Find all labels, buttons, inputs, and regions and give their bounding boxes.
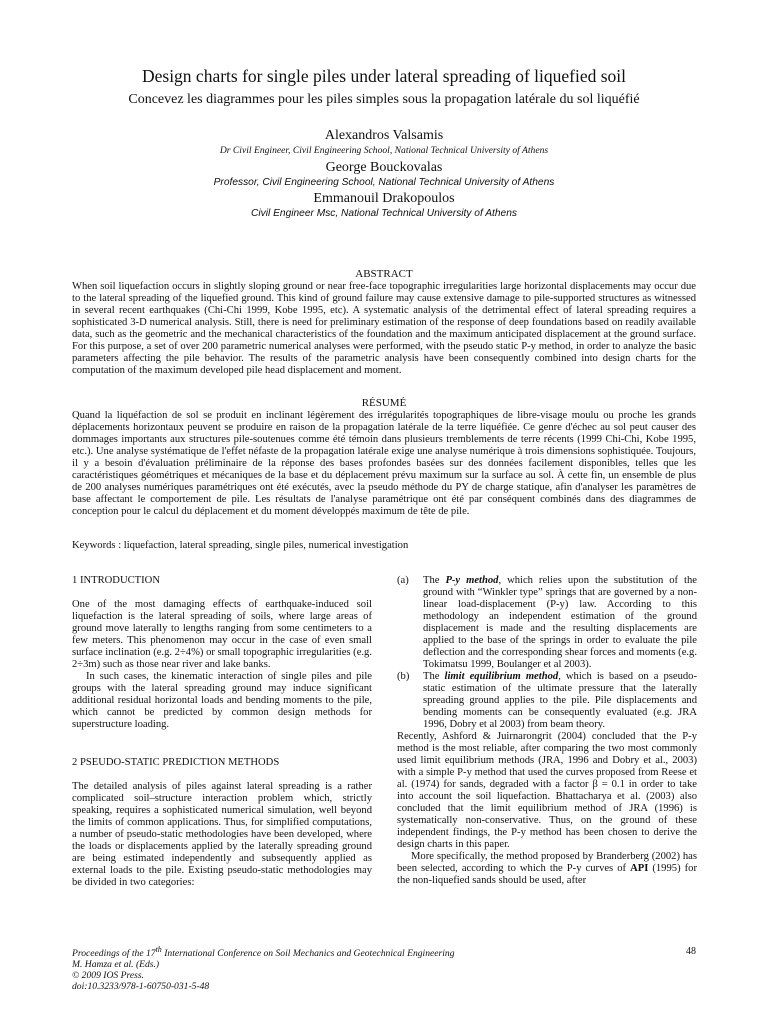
- page-number: 48: [686, 946, 696, 957]
- list-marker: (a): [397, 575, 409, 586]
- doi-text: doi:10.3233/978-1-60750-031-5-48: [72, 981, 210, 993]
- author-affiliation: Civil Engineer Msc, National Technical University of Athens: [251, 208, 517, 219]
- list-item-text: The limit equilibrium method, which is based on a pseudo-static estimation of the ultimate pressure that the laterally spreading ground applies to the pile. Pile displacements and bending moments can be consequently evaluated (e.g. JRA 1996, Dobry et al 2003) from beam theory.: [423, 671, 697, 730]
- methods-heading: 2 PSEUDO-STATIC PREDICTION METHODS: [72, 757, 280, 768]
- footer-line: © 2009 IOS Press.: [72, 970, 144, 982]
- list-item-text: The P-y method, which relies upon the substitution of the ground with “Winkler type” springs that are governed by a non-linear load-displacement (P-y) law. According to this methodology an independent estimation of the ground displacement is made and the resulting displacements are applied to the base of the springs in order to evaluate the pile deflection and the corresponding shear forces and moments (e.g. Tokimatsu 1999, Boulanger et al 2003).: [423, 575, 697, 670]
- footer-line: Proceedings of the 17th International Conference on Soil Mechanics and Geotechnical Engineering: [72, 945, 455, 960]
- author-affiliation: Professor, Civil Engineering School, National Technical University of Athens: [213, 177, 555, 188]
- abstract-heading: ABSTRACT: [355, 268, 413, 280]
- footer-line: M. Hamza et al. (Eds.): [72, 959, 160, 971]
- list-item-a: [397, 575, 697, 671]
- paragraph: In such cases, the kinematic interaction of single piles and pile groups with the lateral spreading ground may induce significant additional residual horizontal loads and bending moments to the pile, which cannot be predicted by common design methods for superstructure loading.: [72, 671, 372, 730]
- emphasis-term: API: [630, 863, 649, 874]
- keywords: Keywords : liquefaction, lateral spreading, single piles, numerical investigation: [72, 540, 409, 551]
- paragraph: One of the most damaging effects of earthquake-induced soil liquefaction is the lateral spreading of soils, where large areas of ground move laterally to lengths ranging from some centimeters to a few meters. This phenomenon may occur in the case of even small surface inclination (e.g. 2÷4%) or small topographic irregularities (e.g. 2÷3m) such as those near river and lake banks.: [72, 599, 372, 670]
- author-name: Emmanouil Drakopoulos: [313, 191, 455, 206]
- paragraph: More specifically, the method proposed by Branderberg (2002) has been selected, according to which the P-y curves of API (1995) for the non-liquefied sands should be used, after: [397, 851, 697, 886]
- paper-title: Design charts for single piles under lateral spreading of liquefied soil: [141, 66, 627, 86]
- author-affiliation: Dr Civil Engineer, Civil Engineering School, National Technical University of Athens: [219, 145, 549, 156]
- right-column-body: [397, 575, 697, 887]
- author-name: Alexandros Valsamis: [324, 128, 444, 143]
- abstract-text: When soil liquefaction occurs in slightly sloping ground or near free-face topographic irregularities large horizontal displacements may occur due to the lateral spreading of the liquefied ground. This kind of ground failure may cause extensive damage to pile-supported structures as witnessed in several recent earthquakes (Chi-Chi 1999, Kobe 1995, etc). A systematic analysis of the detrimental effect of lateral spreading requires a sophisticated 3-D numerical analysis. Still, there is need for preliminary estimation of the response of deep foundations based on readily available data, such as the geometric and the mechanical characteristics of the foundation and the maximum anticipated displacement at the ground surface. For this purpose, a set of over 200 parametric numerical analyses were performed, with the pseudo static P-y method, in order to analyze the basic parameters affecting the pile behavior. The results of the parametric analysis have been consequently combined into design charts for the computation of the maximum developed pile head displacement and moment.: [72, 281, 696, 376]
- introduction-heading: 1 INTRODUCTION: [72, 575, 160, 586]
- list-item-b: [397, 671, 697, 731]
- proceedings-footer: [72, 944, 455, 992]
- paper-subtitle: Concevez les diagrammes pour les piles simples sous la propagation latérale du sol liquéfié: [128, 92, 640, 107]
- resume-heading: RÉSUMÉ: [361, 397, 407, 409]
- emphasis-term: limit equilibrium method: [444, 671, 559, 682]
- list-marker: (b): [397, 671, 410, 682]
- author-name: George Bouckovalas: [325, 160, 443, 175]
- emphasis-term: P-y method: [445, 575, 499, 586]
- paragraph: The detailed analysis of piles against lateral spreading is a rather complicated soil–structure interaction problem which, strictly speaking, requires a sophisticated numerical simulation, well beyond the limits of common applications. Thus, for simplified computations, a number of pseudo-static methodologies have been developed, where the loads or displacements applied by the laterally spreading ground are being estimated independently and subsequently applied as external loads to the pile. Existing pseudo-static methodologies may be divided in two categories:: [72, 781, 372, 888]
- methods-body: [72, 781, 372, 889]
- paragraph: Recently, Ashford & Juirnarongrit (2004) concluded that the P-y method is the most reliable, after comparing the two most commonly used limit equilibrium methods (JRA, 1996 and Dobry et al., 2003) with a simple P-y method that used the curves proposed from Reese et al. (1974) for sands, degraded with a factor β = 0.1 in order to take into account the soil liquefaction. Bhattacharya et al. (2003) also concluded that the limit equilibrium method of JRA (1996) is systematically non-conservative. Thus, on the ground of these independent findings, the P-y method has been chosen to derive the design charts in this paper.: [397, 731, 697, 850]
- resume-text: Quand la liquéfaction de sol se produit en inclinant légèrement des irrégularités topographiques de libre-visage moulu ou proche les grands déplacements horizontaux peuvent se produire en raison de la propagation latérale de la terre liquéfiée. Ce genre d'échec au sol peut causer des dommages importants aux structures pile-soutenues comme été témoin dans plusieurs tremblements de terre récents (1999 Chi-Chi, Kobe 1995, etc.). Une analyse systématique de l'effet néfaste de la propagation latérale exige une analyse numérique à trois dimensions sophistiquée. Toujours, il y a besoin d'évaluation préliminaire de la réponse des bases profondes basées sur des données facilement disponibles, telles que les caractéristiques géométriques et mécaniques de la base et du déplacement prévu maximum sur la surface au sol. À cette fin, un ensemble de plus de 200 analyses numériques paramétriques ont été exécutés, avec la pseudo méthode du PY de charge statique, afin d'analyser les paramètres de base affectant le comportement de pile. Les résultats de l'analyse paramétrique ont été par conséquent combinés dans des diagrammes de conception pour le calcul du déplacement et du moment développés maximum de tête de pile.: [72, 410, 696, 517]
- introduction-body: [72, 599, 372, 731]
